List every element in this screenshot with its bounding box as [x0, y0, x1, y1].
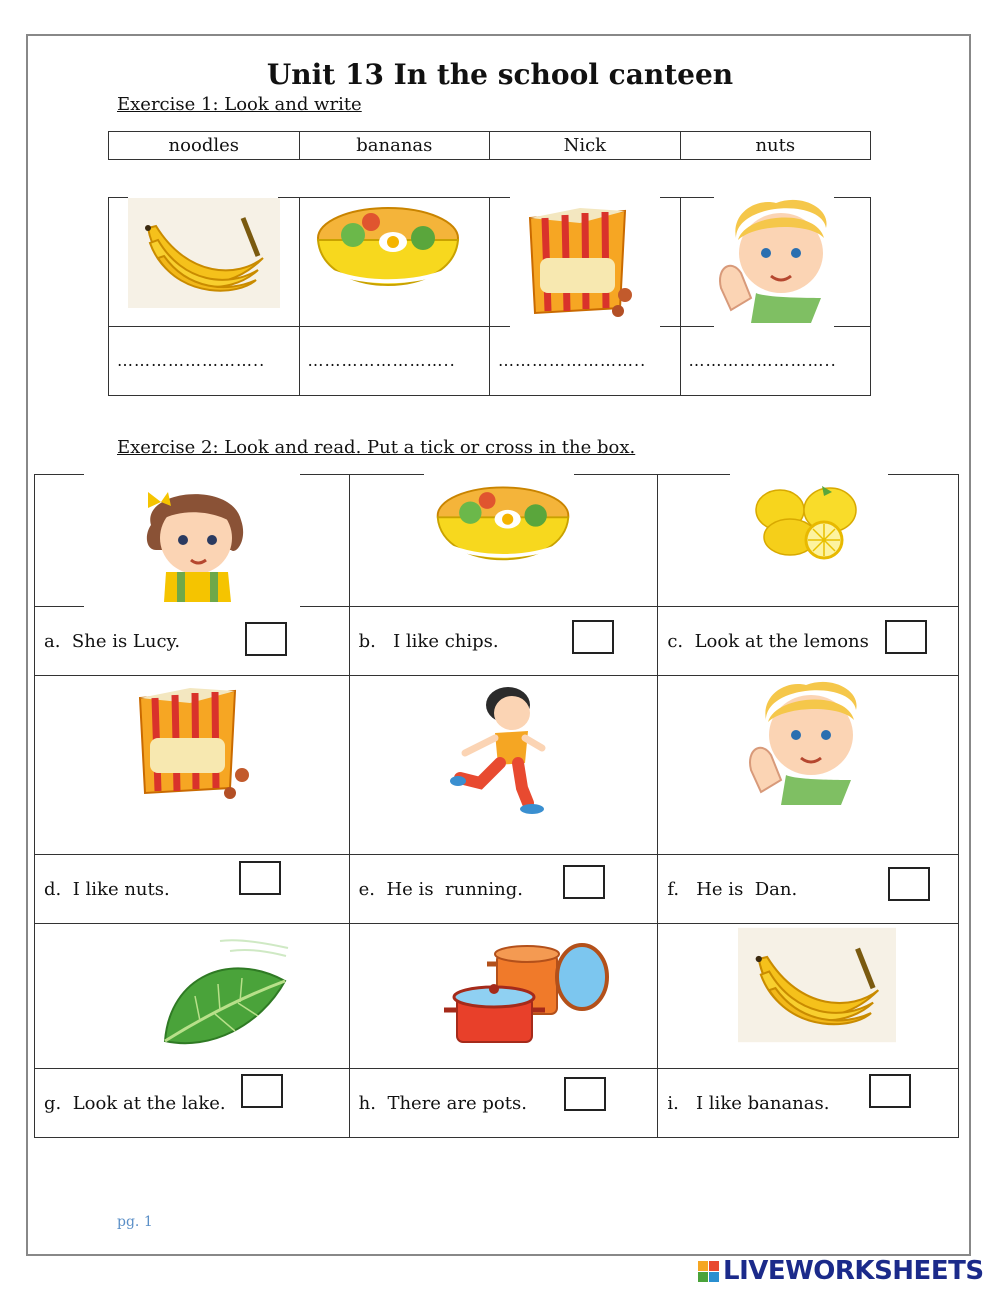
- statement-f: [658, 855, 959, 924]
- statement-text: h. There are pots.: [358, 1093, 527, 1114]
- statement-text: b. I like chips.: [358, 631, 499, 652]
- statement-text: g. Look at the lake.: [44, 1093, 226, 1114]
- bananas-icon: [128, 198, 280, 308]
- answer-box[interactable]: [888, 867, 930, 901]
- answer-field[interactable]: ……………………..: [490, 327, 681, 396]
- word-bank-table: [108, 131, 871, 160]
- pots-icon: [442, 942, 614, 1050]
- answer-box[interactable]: [869, 1074, 911, 1108]
- statement-text: a. She is Lucy.: [44, 631, 181, 652]
- statement-text: d. I like nuts.: [44, 879, 170, 900]
- answer-field[interactable]: ……………………..: [109, 327, 300, 396]
- girl-icon: [136, 480, 248, 602]
- logo-tiles-icon: [698, 1261, 719, 1282]
- statement-d: [35, 855, 350, 924]
- answer-box[interactable]: [241, 1074, 283, 1108]
- statement-a: [35, 607, 350, 676]
- answer-box[interactable]: [239, 861, 281, 895]
- running-boy-icon: [450, 683, 550, 818]
- word-bank-item: noodles: [109, 132, 300, 160]
- statement-c: [658, 607, 959, 676]
- answer-box[interactable]: [885, 620, 927, 654]
- brand-logo: [698, 1256, 984, 1286]
- answer-box[interactable]: [572, 620, 614, 654]
- statement-text: f. He is Dan.: [667, 879, 798, 900]
- exercise2-label: Exercise 2: Look and read. Put a tick or cross in the box.: [117, 437, 636, 458]
- leaf-icon: [160, 936, 290, 1066]
- answer-field[interactable]: ……………………..: [299, 327, 490, 396]
- word-bank-item: Nick: [490, 132, 680, 160]
- statement-text: c. Look at the lemons: [667, 631, 869, 652]
- answer-box[interactable]: [564, 1077, 606, 1111]
- page-title: Unit 13 In the school canteen: [266, 58, 734, 91]
- statement-text: e. He is running.: [358, 879, 523, 900]
- page-number: pg. 1: [117, 1214, 153, 1230]
- nuts-bag-icon: [520, 203, 650, 323]
- word-bank-item: bananas: [299, 132, 490, 160]
- boy-waving-icon: [746, 680, 866, 805]
- noodles-bowl-icon: [313, 200, 463, 320]
- answer-box[interactable]: [245, 622, 287, 656]
- statement-g: [35, 1069, 350, 1138]
- statement-text: i. I like bananas.: [667, 1093, 830, 1114]
- boy-waving-icon: [716, 198, 836, 323]
- nuts-bag-icon: [130, 683, 260, 803]
- brand-name: LIVEWORKSHEETS: [723, 1256, 984, 1286]
- statement-e: [349, 855, 658, 924]
- statement-b: [349, 607, 658, 676]
- lemons-icon: [752, 482, 860, 560]
- answer-box[interactable]: [563, 865, 605, 899]
- answer-field[interactable]: ……………………..: [680, 327, 871, 396]
- statement-h: [349, 1069, 658, 1138]
- bananas-icon: [738, 926, 896, 1044]
- statement-i: [658, 1069, 959, 1138]
- word-bank-item: nuts: [680, 132, 870, 160]
- noodles-bowl-icon: [428, 480, 578, 592]
- exercise1-label: Exercise 1: Look and write: [117, 94, 362, 115]
